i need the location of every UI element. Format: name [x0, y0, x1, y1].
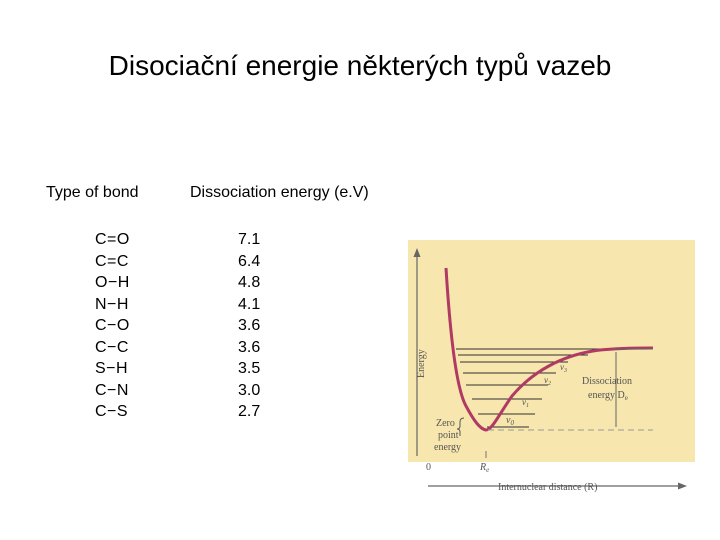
bond-type-cell: C−N: [95, 381, 129, 399]
bond-type-cell: C−C: [95, 338, 129, 356]
bond-type-cell: S−H: [95, 360, 129, 377]
energy-value-cell: 6.4: [238, 252, 261, 270]
bond-type-cell: O−H: [95, 274, 130, 291]
potential-energy-svg: [398, 238, 698, 498]
energy-value-cell: 4.8: [238, 274, 261, 291]
bond-type-column: [95, 229, 155, 423]
slide-title: Disociační energie některých typů vazeb: [108, 50, 612, 81]
zero-point-label-line3: energy: [434, 442, 462, 453]
energy-value-cell: 7.1: [238, 231, 261, 248]
zero-point-label-line1: Zero: [436, 418, 455, 429]
re-label: $R_e$: [480, 462, 490, 474]
energy-value-cell: 3.5: [238, 360, 261, 377]
bond-type-cell: C−S: [95, 403, 129, 420]
level-label-v2: $v_2$: [544, 375, 551, 387]
bond-type-cell: C=O: [95, 231, 130, 248]
level-label-v3: $v_3$: [560, 362, 567, 374]
energy-value-cell: 3.0: [238, 381, 261, 399]
energy-value-cell: 3.6: [238, 338, 261, 356]
dissociation-energy-column: [238, 229, 278, 423]
energy-value-cell: 3.6: [238, 317, 261, 334]
zero-point-label-line2: point: [438, 430, 459, 441]
dissociation-label-line1: Dissociation: [582, 376, 632, 387]
dissociation-energy-header: Dissociation energy (e.V): [190, 184, 369, 201]
x-axis-label: Internuclear distance (R): [498, 482, 598, 493]
energy-value-cell: 4.1: [238, 295, 261, 313]
origin-label: 0: [426, 462, 431, 473]
potential-energy-diagram: [398, 238, 698, 498]
bond-type-header: Type of bond: [46, 184, 139, 201]
y-axis-label: Energy: [416, 349, 427, 378]
bond-type-cell: C−O: [95, 317, 130, 334]
dissociation-label-line2: energy $D_e$: [588, 390, 628, 402]
level-label-v1: $v_1$: [522, 397, 529, 409]
level-label-v0: $v_0$: [506, 415, 514, 427]
x-axis-arrow: [678, 483, 687, 490]
bond-type-cell: C=C: [95, 252, 129, 270]
bond-type-cell: N−H: [95, 295, 129, 313]
energy-value-cell: 2.7: [238, 403, 261, 420]
